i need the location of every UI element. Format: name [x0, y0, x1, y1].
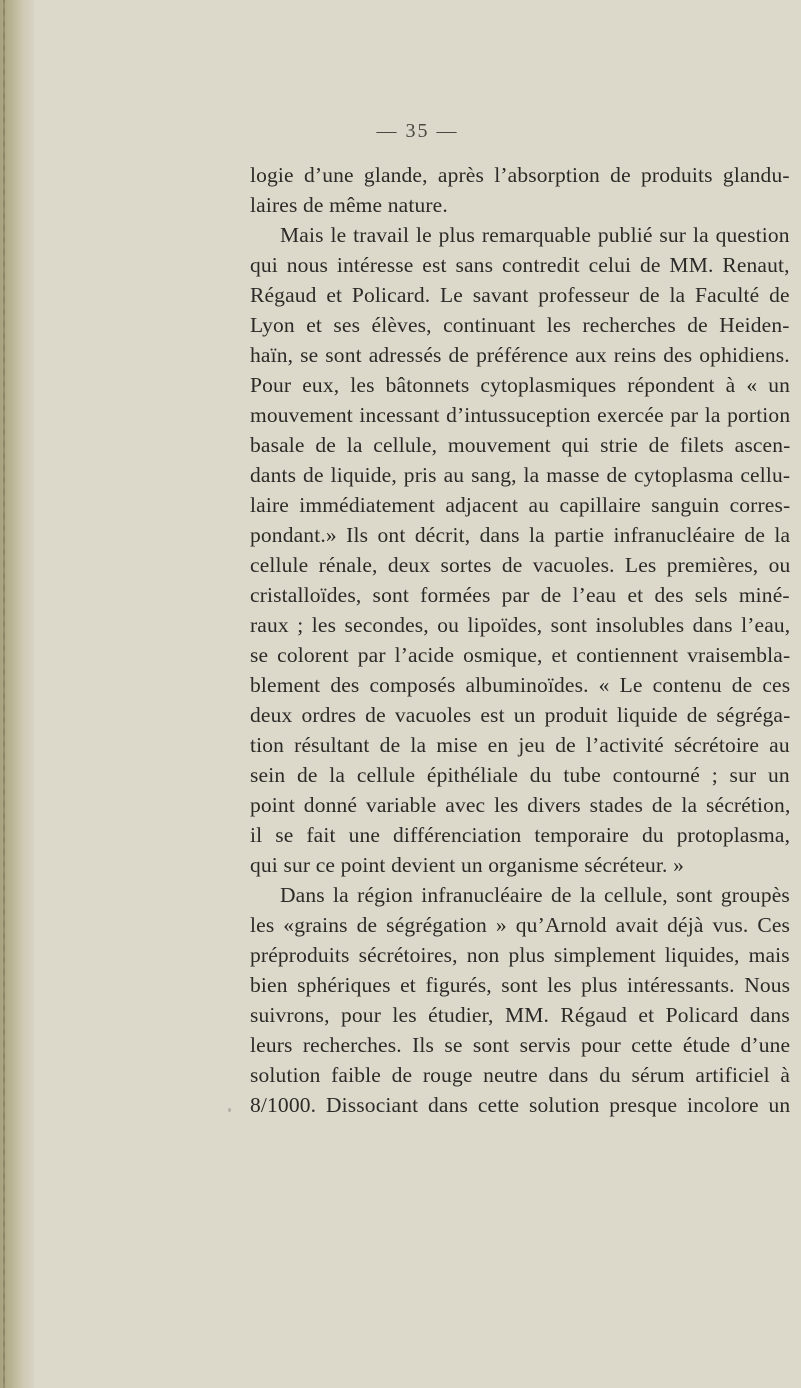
book-page: [34, 0, 801, 1388]
text-line: raux ; les secondes, ou lipoïdes, sont insolubles dans l’eau,: [250, 613, 791, 637]
page-binding-edge: [0, 0, 34, 1388]
text-line: Régaud et Policard. Le savant professeur de la Faculté de: [250, 283, 790, 307]
text-line: 8/1000. Dissociant dans cette solution presque incolore un: [250, 1093, 791, 1117]
text-line: mouvement incessant d’intussuception exercée par la portion: [250, 403, 791, 427]
text-line: pondant.» Ils ont décrit, dans la partie infranucléaire de la: [250, 523, 791, 547]
text-line: préproduits sécrétoires, non plus simplement liquides, mais: [250, 943, 790, 967]
text-line: laires de même nature.: [250, 193, 448, 217]
text-line: Lyon et ses élèves, continuant les recherches de Heiden-: [250, 313, 790, 337]
page-number: — 35 —: [376, 120, 459, 142]
text-line: logie d’une glande, après l’absorption de produits glandu-: [250, 163, 790, 187]
text-line: haïn, se sont adressés de préférence aux reins des ophidiens.: [250, 343, 790, 367]
text-line: bien sphériques et figurés, sont les plus intéressants. Nous: [250, 973, 791, 997]
binding-stitching: [3, 0, 5, 1388]
text-line: les «grains de ségrégation » qu’Arnold avait déjà vus. Ces: [250, 913, 791, 937]
text-line: deux ordres de vacuoles est un produit liquide de ségréga-: [250, 703, 791, 727]
text-line: dants de liquide, pris au sang, la masse de cytoplasma cellu-: [250, 463, 791, 487]
text-line: cristalloïdes, sont formées par de l’eau et des sels miné-: [250, 583, 790, 607]
text-line: point donné variable avec les divers stades de la sécrétion,: [250, 793, 791, 817]
text-line: Pour eux, les bâtonnets cytoplasmiques répondent à « un: [250, 373, 791, 397]
text-line: blement des composés albuminoïdes. « Le contenu de ces: [250, 673, 791, 697]
text-line: qui sur ce point devient un organisme sécréteur. »: [250, 853, 685, 877]
text-line: basale de la cellule, mouvement qui strie de filets ascen-: [250, 433, 791, 457]
text-line: cellule rénale, deux sortes de vacuoles. Les premières, ou: [250, 553, 791, 577]
text-line: il se fait une différenciation temporaire du protoplasma,: [250, 823, 791, 847]
text-line: Mais le travail le plus remarquable publié sur la question: [280, 223, 790, 247]
text-line: Dans la région infranucléaire de la cellule, sont groupès: [280, 883, 790, 907]
text-line: se colorent par l’acide osmique, et contiennent vraisembla-: [250, 643, 791, 667]
text-line: laire immédiatement adjacent au capillaire sanguin corres-: [250, 493, 791, 517]
text-line: tion résultant de la mise en jeu de l’activité sécrétoire au: [250, 733, 790, 757]
ink-speck: [228, 1108, 231, 1112]
text-line: suivrons, pour les étudier, MM. Régaud et Policard dans: [250, 1003, 790, 1027]
text-line: qui nous intéresse est sans contredit celui de MM. Renaut,: [250, 253, 790, 277]
text-line: leurs recherches. Ils se sont servis pour cette étude d’une: [250, 1033, 791, 1057]
text-line: sein de la cellule épithéliale du tube contourné ; sur un: [250, 763, 790, 787]
text-line: solution faible de rouge neutre dans du sérum artificiel à: [250, 1063, 791, 1087]
